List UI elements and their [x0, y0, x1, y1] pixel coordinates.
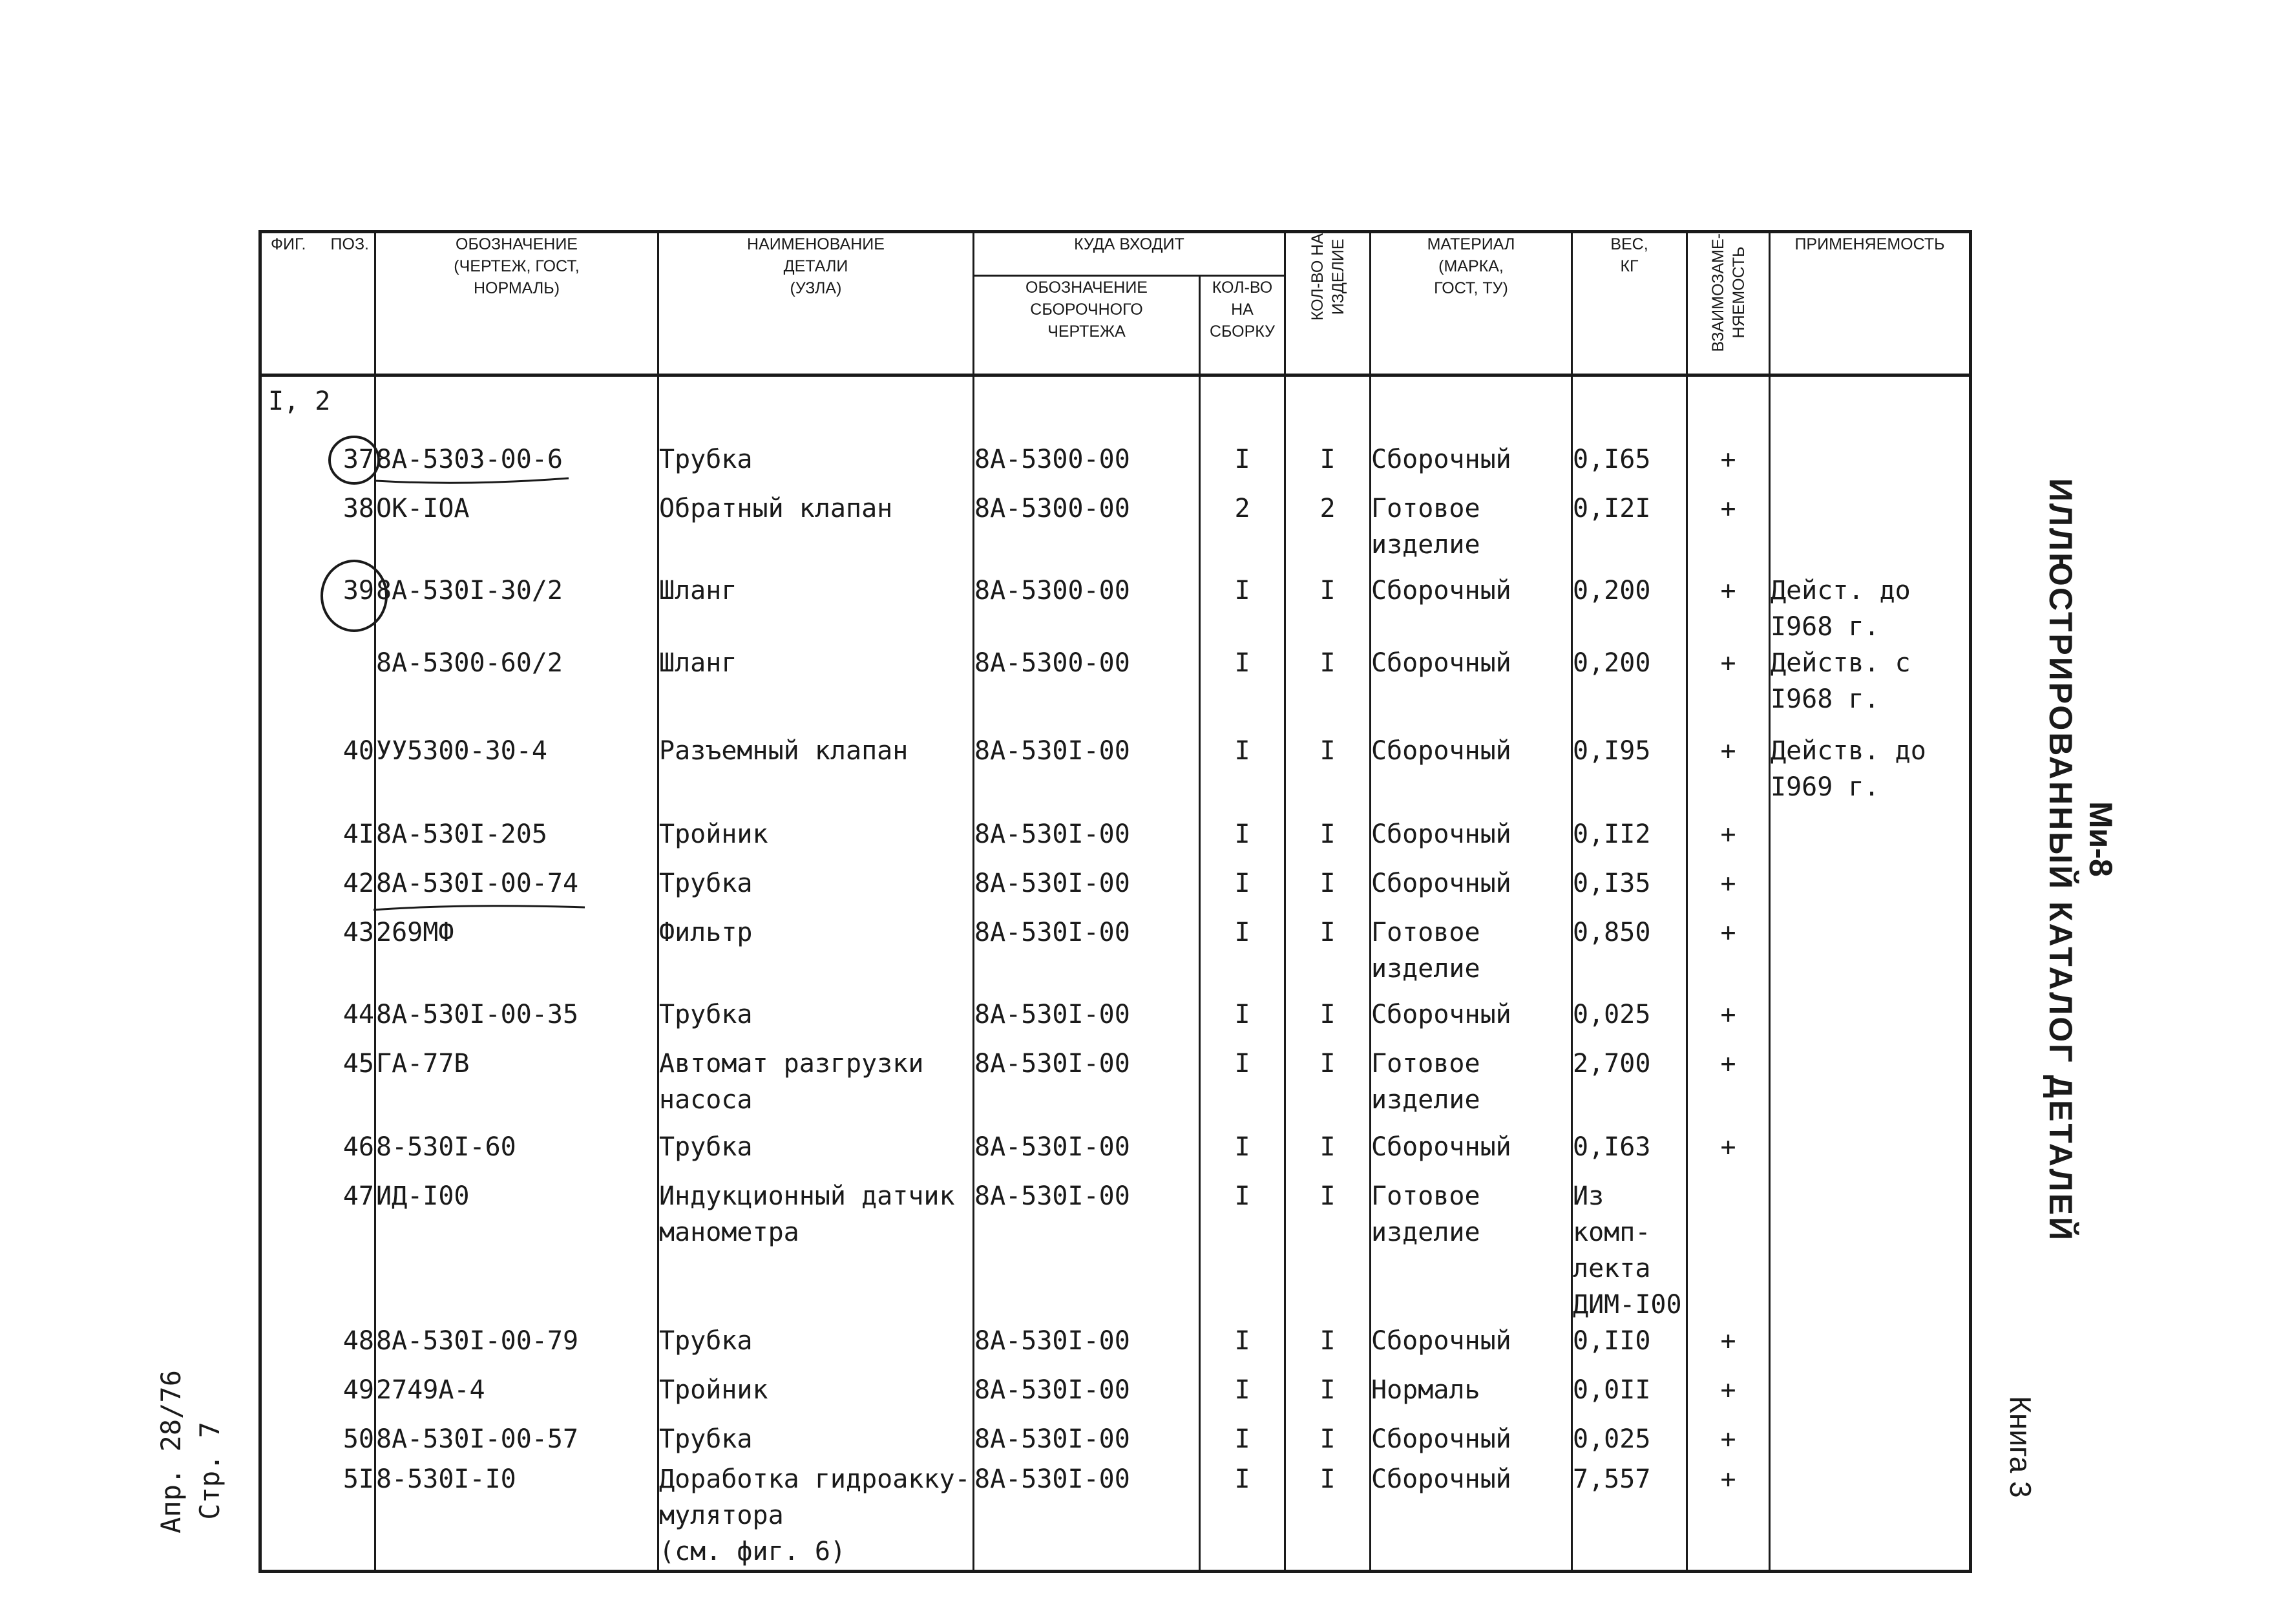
cell-line: Шланг [659, 648, 737, 678]
col-pos: ПОЗ. [330, 235, 369, 253]
cell-assembly: 8А-530I-00 [974, 816, 1200, 865]
cell-interchange: + [1687, 573, 1770, 645]
cell-qty-product: I [1285, 645, 1371, 733]
group-fig: I, 2 [260, 375, 375, 442]
cell-line: Шланг [659, 576, 737, 606]
cell-designation: 8-530I-I0 [375, 1461, 658, 1570]
cell-interchange: + [1687, 490, 1770, 573]
col-name-l1: НАИМЕНОВАНИЕ [747, 235, 885, 253]
cell-assembly: 8А-530I-00 [974, 1178, 1200, 1323]
cell-line: 0,025 [1573, 1000, 1651, 1029]
col-interchange-l1: ВЗАИМОЗАМЕ- [1708, 233, 1727, 352]
cell-interchange: + [1687, 645, 1770, 733]
cell-line: 0,I95 [1573, 736, 1651, 766]
cell-line: Автомат разгрузки [659, 1049, 924, 1079]
underline-mark-37 [376, 478, 569, 483]
cell-line: Фильтр [659, 918, 753, 947]
cell-line: насоса [659, 1085, 753, 1115]
col-qty-product-l1: КОЛ-ВО НА [1308, 233, 1327, 321]
cell-interchange: + [1687, 1461, 1770, 1570]
page-number: Стр. 7 [194, 1422, 226, 1520]
col-qty-assembly-l2: НА [1231, 301, 1254, 319]
cell-line: 2,700 [1573, 1049, 1651, 1079]
cell-line: Сборочный [1371, 736, 1511, 766]
cell-qty-product: I [1285, 816, 1371, 865]
col-designation-l2: (ЧЕРТЕЖ, ГОСТ, [454, 257, 580, 275]
col-name-l3: (УЗЛА) [790, 279, 842, 297]
model-label: Ми-8 [2083, 801, 2119, 877]
cell-assembly: 8А-530I-00 [974, 733, 1200, 816]
cell-line: Трубка [659, 869, 753, 898]
cell-qty-product: 2 [1285, 490, 1371, 573]
cell-line: Сборочный [1371, 1132, 1511, 1162]
cell-line: Трубка [659, 1132, 753, 1162]
cell-line: Трубка [659, 1000, 753, 1029]
cell-interchange: + [1687, 997, 1770, 1046]
cell-line: Трубка [659, 1326, 753, 1356]
cell-qty-assembly: 2 [1200, 490, 1285, 573]
col-name-l2: ДЕТАЛИ [783, 257, 848, 275]
col-qty-assembly-l1: КОЛ-ВО [1212, 279, 1273, 297]
book-label: Книга 3 [2004, 1396, 2037, 1498]
cell-qty-assembly: I [1200, 733, 1285, 816]
cell-line: лекта [1573, 1254, 1651, 1283]
cell-assembly: 8А-5300-00 [974, 573, 1200, 645]
cell-interchange: + [1687, 441, 1770, 490]
underline-mark-42 [373, 906, 585, 910]
cell-assembly: 8А-530I-00 [974, 914, 1200, 997]
cell-line: Готовое [1371, 1181, 1480, 1211]
cell-interchange: + [1687, 1046, 1770, 1129]
cell-qty-assembly: I [1200, 1461, 1285, 1570]
cell-line: 0,I65 [1573, 445, 1651, 474]
cell-line: Сборочный [1371, 869, 1511, 898]
cell-line: Нормаль [1371, 1375, 1480, 1405]
col-assembly-l3: ЧЕРТЕЖА [1047, 322, 1126, 341]
cell-pos: 50 [260, 1421, 375, 1461]
cell-pos: 4I [260, 816, 375, 865]
col-assembly-l2: СБОРОЧНОГО [1030, 301, 1143, 319]
cell-assembly: 8А-5300-00 [974, 441, 1200, 490]
cell-pos: 37 [260, 441, 375, 490]
cell-assembly: 8А-530I-00 [974, 1461, 1200, 1570]
cell-line: Сборочный [1371, 1000, 1511, 1029]
cell-line: I968 г. [1771, 684, 1880, 714]
cell-qty-assembly: I [1200, 1046, 1285, 1129]
cell-designation: 8А-530I-00-35 [375, 997, 658, 1046]
cell-interchange: + [1687, 1421, 1770, 1461]
cell-designation: 8А-530I-30/2 [375, 573, 658, 645]
cell-line: Доработка гидроакку- [659, 1464, 971, 1494]
cell-qty-assembly: I [1200, 865, 1285, 914]
circle-mark-37 [330, 437, 379, 483]
cell-pos: 45 [260, 1046, 375, 1129]
cell-qty-assembly: I [1200, 1323, 1285, 1372]
cell-qty-product: I [1285, 1461, 1371, 1570]
cell-pos: 40 [260, 733, 375, 816]
cell-line: изделие [1371, 954, 1480, 984]
cell-line: Действ. с [1771, 648, 1911, 678]
cell-line: 0,200 [1573, 648, 1651, 678]
cell-line: Сборочный [1371, 819, 1511, 849]
col-material-l2: (МАРКА, [1438, 257, 1504, 275]
cell-pos: 43 [260, 914, 375, 997]
cell-designation: 8-530I-60 [375, 1129, 658, 1178]
cell-pos: 5I [260, 1461, 375, 1570]
cell-qty-assembly: I [1200, 816, 1285, 865]
cell-qty-product: I [1285, 1372, 1371, 1421]
cell-qty-assembly: I [1200, 1421, 1285, 1461]
cell-line: Дейст. до [1771, 576, 1911, 606]
cell-line: I969 г. [1771, 772, 1880, 802]
cell-line: изделие [1371, 1085, 1480, 1115]
cell-pos: 44 [260, 997, 375, 1046]
cell-pos: 47 [260, 1178, 375, 1323]
cell-pos: 48 [260, 1323, 375, 1372]
cell-line: Сборочный [1371, 648, 1511, 678]
cell-designation: 8А-530I-00-57 [375, 1421, 658, 1461]
cell-line: Обратный клапан [659, 494, 893, 523]
cell-line: Готовое [1371, 494, 1480, 523]
cell-designation: 8А-5300-60/2 [375, 645, 658, 733]
cell-pos: 46 [260, 1129, 375, 1178]
col-where: КУДА ВХОДИТ [974, 232, 1285, 276]
cell-qty-assembly: I [1200, 441, 1285, 490]
cell-line: 0,850 [1573, 918, 1651, 947]
cell-line: Сборочный [1371, 1464, 1511, 1494]
cell-line: 0,II0 [1573, 1326, 1651, 1356]
cell-qty-assembly: I [1200, 645, 1285, 733]
cell-pos: 39 [260, 573, 375, 645]
col-material-l3: ГОСТ, ТУ) [1434, 279, 1508, 297]
col-material-l1: МАТЕРИАЛ [1427, 235, 1515, 253]
cell-pos: 38 [260, 490, 375, 573]
col-qty-product-l2: ИЗДЕЛИЕ [1329, 238, 1347, 315]
cell-qty-product: I [1285, 1421, 1371, 1461]
cell-designation: 8А-5303-00-6 [375, 441, 658, 490]
cell-assembly: 8А-530I-00 [974, 1129, 1200, 1178]
cell-designation: ГА-77В [375, 1046, 658, 1129]
cell-pos: 42 [260, 865, 375, 914]
cell-qty-assembly: I [1200, 573, 1285, 645]
cell-interchange: + [1687, 816, 1770, 865]
col-interchange-l2: НЯЕМОСТЬ [1729, 246, 1748, 339]
col-weight-l2: КГ [1620, 257, 1639, 275]
cell-line: I968 г. [1771, 612, 1880, 642]
cell-assembly: 8А-530I-00 [974, 1046, 1200, 1129]
cell-line: 0,0II [1573, 1375, 1651, 1405]
cell-assembly: 8А-530I-00 [974, 1372, 1200, 1421]
cell-line: 0,025 [1573, 1424, 1651, 1454]
cell-qty-product: I [1285, 733, 1371, 816]
cell-qty-product: I [1285, 997, 1371, 1046]
cell-line: манометра [659, 1218, 799, 1247]
col-designation-l3: НОРМАЛЬ) [473, 279, 560, 297]
cell-line: изделие [1371, 1218, 1480, 1247]
cell-interchange: + [1687, 1323, 1770, 1372]
cell-line: (см. фиг. 6) [659, 1537, 846, 1566]
cell-designation: 8А-530I-00-79 [375, 1323, 658, 1372]
cell-designation: УУ5300-30-4 [375, 733, 658, 816]
cell-line: мулятора [659, 1501, 784, 1530]
cell-qty-assembly: I [1200, 1372, 1285, 1421]
cell-interchange: + [1687, 733, 1770, 816]
cell-interchange: + [1687, 1372, 1770, 1421]
cell-qty-product: I [1285, 441, 1371, 490]
cell-line: Действ. до [1771, 736, 1926, 766]
cell-interchange: + [1687, 865, 1770, 914]
cell-qty-product: I [1285, 1129, 1371, 1178]
cell-line: Трубка [659, 445, 753, 474]
cell-designation: ИД-I00 [375, 1178, 658, 1323]
cell-line: Готовое [1371, 918, 1480, 947]
cell-line: 7,557 [1573, 1464, 1651, 1494]
cell-assembly: 8А-5300-00 [974, 645, 1200, 733]
cell-line: 0,200 [1573, 576, 1651, 606]
col-fig: ФИГ. [271, 235, 306, 253]
cell-assembly: 8А-530I-00 [974, 865, 1200, 914]
col-weight-l1: ВЕС, [1610, 235, 1648, 253]
cell-designation: 8А-530I-205 [375, 816, 658, 865]
cell-line: Тройник [659, 819, 768, 849]
cell-assembly: 8А-5300-00 [974, 490, 1200, 573]
revision-date: Апр. 28/76 [155, 1370, 187, 1534]
cell-qty-product: I [1285, 914, 1371, 997]
cell-line: 0,I35 [1573, 869, 1651, 898]
cell-line: Сборочный [1371, 1424, 1511, 1454]
cell-line: ДИМ-I00 [1573, 1290, 1682, 1320]
cell-qty-assembly: I [1200, 1178, 1285, 1323]
cell-line: Сборочный [1371, 1326, 1511, 1356]
cell-line: Готовое [1371, 1049, 1480, 1079]
cell-qty-product: I [1285, 1323, 1371, 1372]
cell-line: Тройник [659, 1375, 768, 1405]
cell-interchange: + [1687, 914, 1770, 997]
cell-line: Сборочный [1371, 576, 1511, 606]
cell-designation: 269МФ [375, 914, 658, 997]
cell-assembly: 8А-530I-00 [974, 997, 1200, 1046]
cell-designation: 8А-530I-00-74 [375, 865, 658, 914]
cell-pos: 49 [260, 1372, 375, 1421]
cell-qty-assembly: I [1200, 1129, 1285, 1178]
cell-line: 0,I2I [1573, 494, 1651, 523]
cell-line: Индукционный датчик [659, 1181, 955, 1211]
cell-qty-assembly: I [1200, 997, 1285, 1046]
col-assembly-l1: ОБОЗНАЧЕНИЕ [1025, 279, 1148, 297]
cell-line: Разъемный клапан [659, 736, 909, 766]
cell-qty-product: I [1285, 1046, 1371, 1129]
circle-mark-39 [322, 561, 386, 631]
cell-interchange: + [1687, 1129, 1770, 1178]
col-applicability: ПРИМЕНЯЕМОСТЬ [1770, 232, 1971, 375]
cell-qty-product: I [1285, 865, 1371, 914]
cell-line: Сборочный [1371, 445, 1511, 474]
catalog-title: ИЛЛЮСТРИРОВАННЫЙ КАТАЛОГ ДЕТАЛЕЙ [2043, 478, 2079, 1242]
cell-line: изделие [1371, 530, 1480, 560]
cell-qty-product: I [1285, 1178, 1371, 1323]
col-designation-l1: ОБОЗНАЧЕНИЕ [456, 235, 578, 253]
cell-line: 0,I63 [1573, 1132, 1651, 1162]
cell-assembly: 8А-530I-00 [974, 1323, 1200, 1372]
cell-qty-product: I [1285, 573, 1371, 645]
cell-qty-assembly: I [1200, 914, 1285, 997]
cell-line: 0,II2 [1573, 819, 1651, 849]
col-qty-assembly-l3: СБОРКУ [1209, 322, 1276, 341]
cell-line: Трубка [659, 1424, 753, 1454]
cell-designation: 2749А-4 [375, 1372, 658, 1421]
cell-designation: ОК-IOA [375, 490, 658, 573]
cell-line: Из комп- [1573, 1181, 1651, 1247]
cell-assembly: 8А-530I-00 [974, 1421, 1200, 1461]
